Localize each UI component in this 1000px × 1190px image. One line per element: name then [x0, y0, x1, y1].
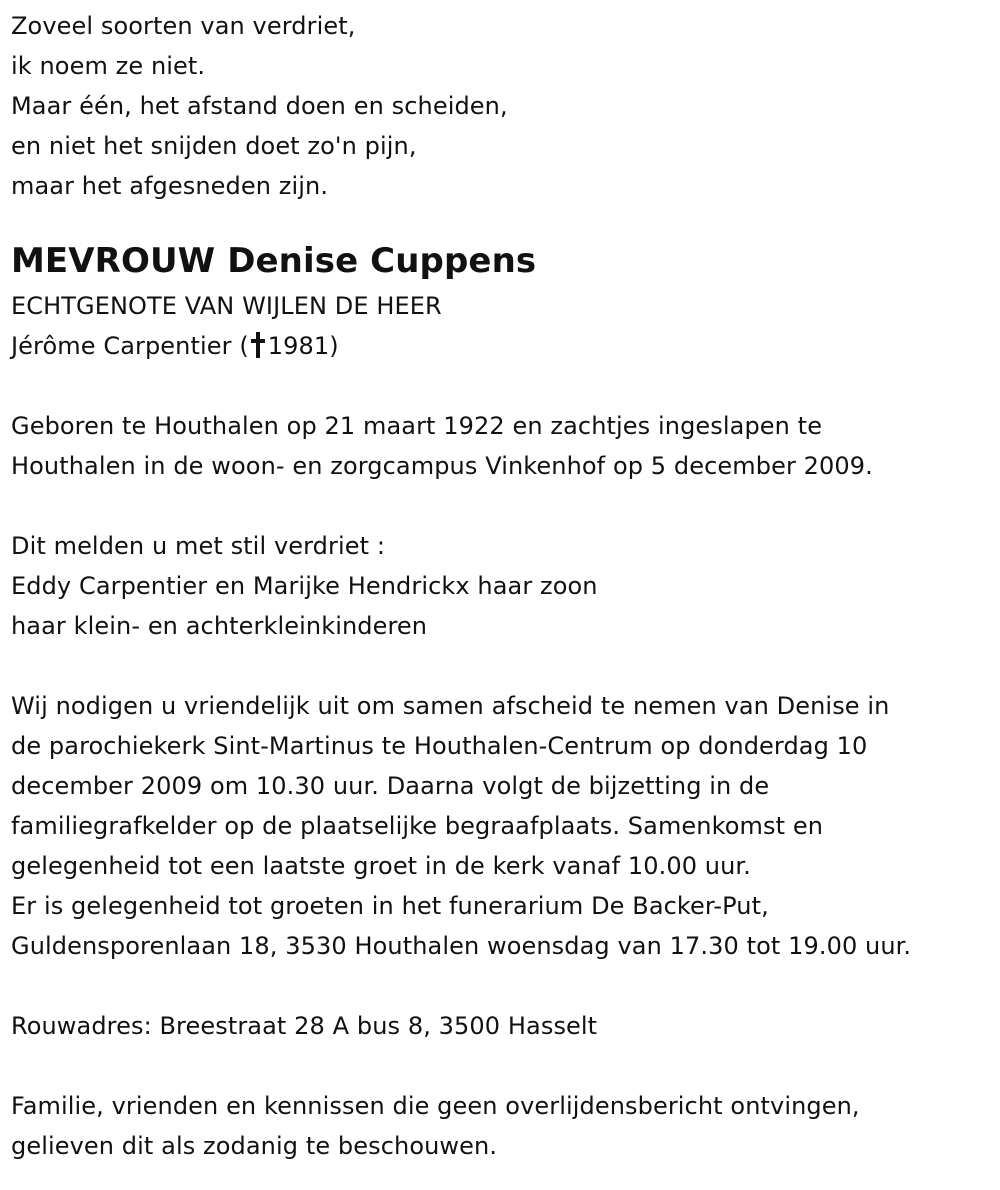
paragraph-line: familiegrafkelder op de plaatselijke begraafplaats. Samenkomst en: [11, 812, 824, 840]
spouse-name-line: [11, 326, 991, 366]
mourning-address: Rouwadres: Breestraat 28 A bus 8, 3500 Hasselt: [11, 1012, 598, 1040]
paragraph-line: gelieven dit als zodanig te beschouwen.: [11, 1132, 498, 1160]
spouse-info: [11, 286, 991, 366]
paragraph-line: Eddy Carpentier en Marijke Hendrickx haar zoon: [11, 572, 598, 600]
closing-paragraph: [11, 1086, 991, 1166]
deceased-name: MEVROUW Denise Cuppens: [11, 241, 537, 281]
announcement-paragraph: [11, 526, 991, 646]
poem-line: en niet het snijden doet zo'n pijn,: [11, 132, 417, 160]
poem-line: Zoveel soorten van verdriet,: [11, 12, 356, 40]
cross-icon: [251, 332, 265, 358]
paragraph-line: Dit melden u met stil verdriet :: [11, 532, 386, 560]
address-paragraph: [11, 1006, 991, 1046]
spouse-title: ECHTGENOTE VAN WIJLEN DE HEER: [11, 292, 442, 320]
paragraph-line: Familie, vrienden en kennissen die geen overlijdensbericht ontvingen,: [11, 1092, 860, 1120]
paragraph-line: gelegenheid tot een laatste groet in de kerk vanaf 10.00 uur.: [11, 852, 751, 880]
paragraph-line: Houthalen in de woon- en zorgcampus Vinkenhof op 5 december 2009.: [11, 452, 873, 480]
paragraph-line: december 2009 om 10.30 uur. Daarna volgt de bijzetting in de: [11, 772, 770, 800]
paragraph-line: Wij nodigen u vriendelijk uit om samen afscheid te nemen van Denise in: [11, 692, 890, 720]
poem-line: maar het afgesneden zijn.: [11, 172, 329, 200]
paragraph-line: Guldensporenlaan 18, 3530 Houthalen woensdag van 17.30 tot 19.00 uur.: [11, 932, 912, 960]
obituary-notice: [11, 6, 991, 1166]
paragraph-line: haar klein- en achterkleinkinderen: [11, 612, 428, 640]
poem-line: Maar één, het afstand doen en scheiden,: [11, 92, 508, 120]
spouse-name: Jérôme Carpentier (: [11, 332, 249, 360]
poem: [11, 6, 991, 206]
birth-death-paragraph: [11, 406, 991, 486]
poem-line: ik noem ze niet.: [11, 52, 206, 80]
paragraph-line: de parochiekerk Sint-Martinus te Houthalen-Centrum op donderdag 10: [11, 732, 868, 760]
paragraph-line: Geboren te Houthalen op 21 maart 1922 en zachtjes ingeslapen te: [11, 412, 823, 440]
paragraph-line: Er is gelegenheid tot groeten in het funerarium De Backer-Put,: [11, 892, 769, 920]
spouse-death-year: 1981): [267, 332, 339, 360]
funeral-paragraph: [11, 686, 991, 966]
